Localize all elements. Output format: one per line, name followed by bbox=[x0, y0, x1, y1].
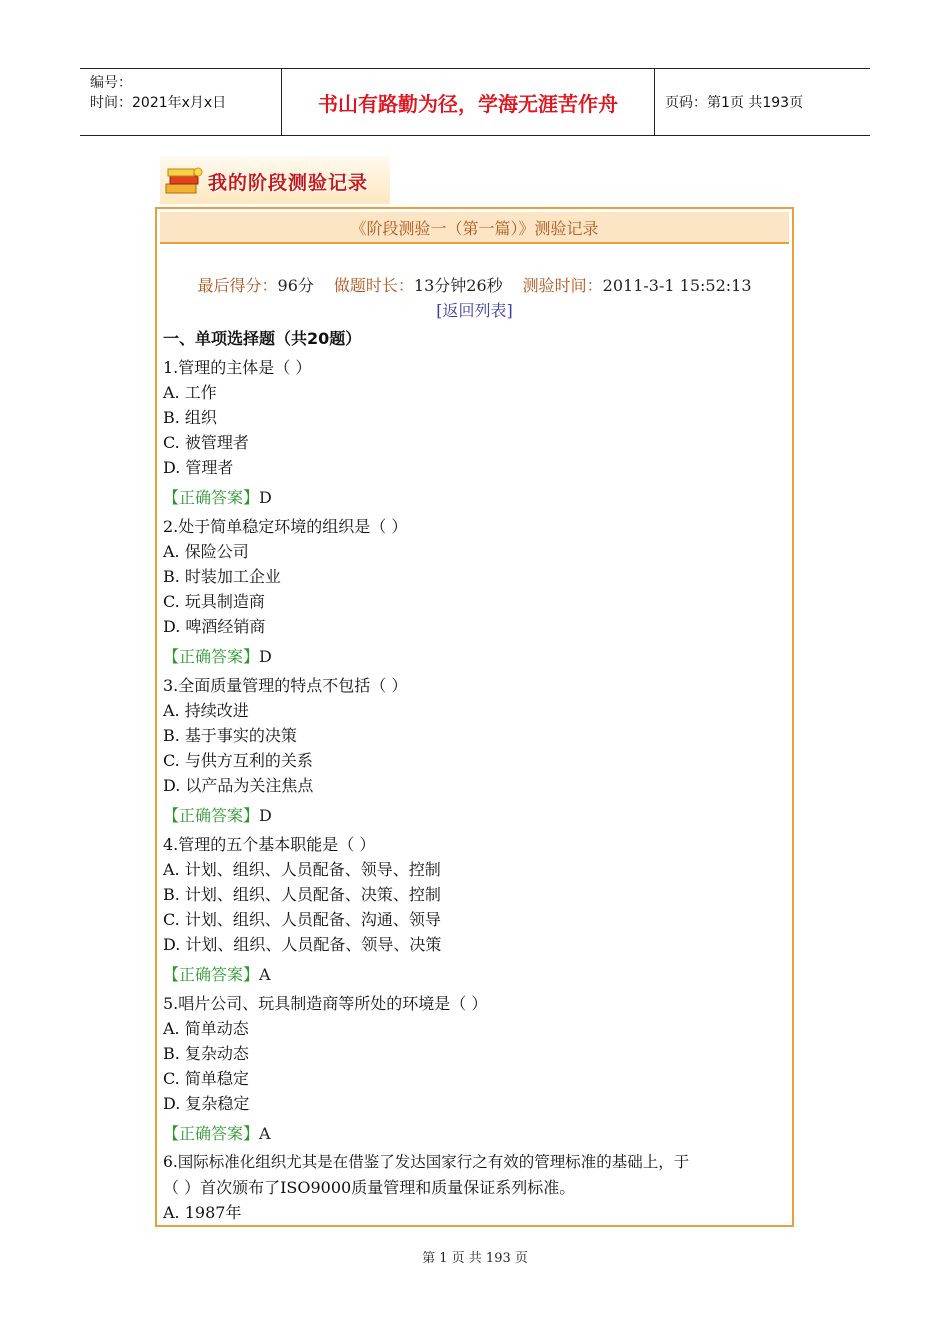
time-value: 2011-3-1 15:52:13 bbox=[602, 276, 752, 295]
section-title: 一、单项选择题（共20题） bbox=[163, 329, 362, 348]
question-text: 3.全面质量管理的特点不包括（ ） bbox=[163, 676, 408, 695]
page-header bbox=[80, 68, 870, 136]
answer-label: 【正确答案】 bbox=[163, 488, 260, 507]
question-text: 2.处于简单稳定环境的组织是（ ） bbox=[163, 517, 408, 536]
correct-answer bbox=[163, 644, 272, 667]
answer-value: A bbox=[259, 1124, 271, 1143]
answer-label: 【正确答案】 bbox=[163, 1124, 260, 1143]
answer-value: D bbox=[259, 806, 272, 825]
record-banner bbox=[160, 156, 390, 204]
time-label: 测验时间： bbox=[522, 276, 603, 295]
duration-label: 做题时长： bbox=[333, 276, 414, 295]
answer-label: 【正确答案】 bbox=[163, 647, 260, 666]
option-d: D. 啤酒经销商 bbox=[163, 617, 266, 636]
score-info bbox=[157, 273, 792, 296]
correct-answer bbox=[163, 1121, 271, 1144]
date-label: 时间：2021年x月x日 bbox=[90, 95, 227, 111]
option-a: A. 工作 bbox=[163, 383, 217, 402]
option-b: B. 复杂动态 bbox=[163, 1044, 249, 1063]
option-d: D. 以产品为关注焦点 bbox=[163, 776, 314, 795]
option-d: D. 管理者 bbox=[163, 458, 234, 477]
option-d: D. 计划、组织、人员配备、领导、决策 bbox=[163, 935, 442, 954]
option-b: B. 组织 bbox=[163, 408, 217, 427]
option-a: A. 计划、组织、人员配备、领导、控制 bbox=[163, 860, 441, 879]
option-d: D. 复杂稳定 bbox=[163, 1094, 250, 1113]
answer-value: D bbox=[259, 647, 272, 666]
score-label: 最后得分： bbox=[197, 276, 278, 295]
answer-value: A bbox=[259, 965, 271, 984]
correct-answer bbox=[163, 485, 272, 508]
question-text: 4.管理的五个基本职能是（ ） bbox=[163, 835, 376, 854]
score-value: 96分 bbox=[277, 276, 314, 295]
option-b: B. 时装加工企业 bbox=[163, 567, 281, 586]
books-icon bbox=[164, 164, 204, 198]
header-page-label: 页码：第1页 共193页 bbox=[665, 95, 804, 111]
banner-title: 我的阶段测验记录 bbox=[208, 172, 369, 194]
option-b: B. 基于事实的决策 bbox=[163, 726, 297, 745]
option-a: A. 1987年 bbox=[163, 1203, 242, 1222]
header-motto: 书山有路勤为径，学海无涯苦作舟 bbox=[282, 69, 655, 135]
record-title: 《阶段测验一（第一篇）》测验记录 bbox=[160, 212, 789, 244]
option-c: C. 简单稳定 bbox=[163, 1069, 249, 1088]
number-label: 编号： bbox=[90, 75, 132, 91]
back-to-list-link[interactable]: [返回列表] bbox=[436, 301, 513, 320]
answer-value: D bbox=[259, 488, 272, 507]
question-text: 1.管理的主体是（ ） bbox=[163, 358, 312, 377]
option-a: A. 持续改进 bbox=[163, 701, 249, 720]
page-footer: 第 1 页 共 193 页 bbox=[422, 1251, 528, 1266]
question-text: 6.国际标准化组织尤其是在借鉴了发达国家行之有效的管理标准的基础上，于 bbox=[163, 1153, 690, 1171]
option-a: A. 保险公司 bbox=[163, 542, 249, 561]
duration-value: 13分钟26秒 bbox=[413, 276, 503, 295]
option-c: C. 计划、组织、人员配备、沟通、领导 bbox=[163, 910, 441, 929]
record-panel bbox=[155, 207, 794, 1227]
answer-label: 【正确答案】 bbox=[163, 965, 260, 984]
correct-answer bbox=[163, 803, 272, 826]
question-text-continued: （ ）首次颁布了ISO9000质量管理和质量保证系列标准。 bbox=[163, 1178, 576, 1197]
header-meta bbox=[80, 69, 282, 135]
option-c: C. 被管理者 bbox=[163, 433, 249, 452]
correct-answer bbox=[163, 962, 271, 985]
option-c: C. 玩具制造商 bbox=[163, 592, 265, 611]
question-text: 5.唱片公司、玩具制造商等所处的环境是（ ） bbox=[163, 994, 488, 1013]
option-a: A. 简单动态 bbox=[163, 1019, 249, 1038]
option-b: B. 计划、组织、人员配备、决策、控制 bbox=[163, 885, 441, 904]
answer-label: 【正确答案】 bbox=[163, 806, 260, 825]
option-c: C. 与供方互利的关系 bbox=[163, 751, 313, 770]
